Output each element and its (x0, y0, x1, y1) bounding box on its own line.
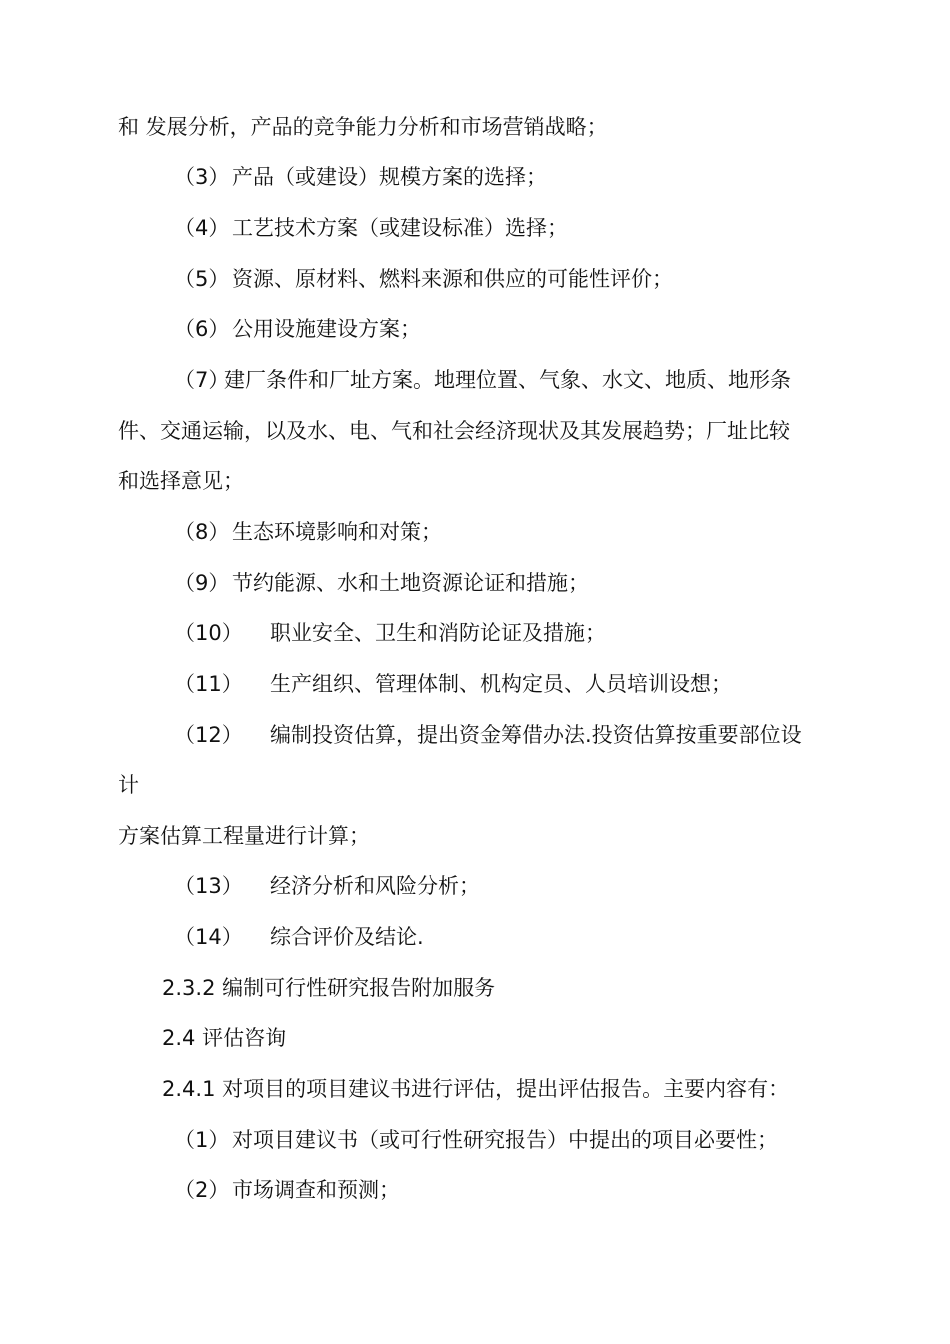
line-text: 和选择意见； (118, 469, 244, 493)
item-number: （2） (174, 1178, 230, 1202)
item-number: （8） (174, 520, 230, 544)
section-heading (162, 1074, 789, 1104)
item-number: （12） (174, 723, 243, 747)
list-item (174, 213, 568, 243)
item-text: 资源、原材料、燃料来源和供应的可能性评价； (232, 267, 673, 291)
item-text: 经济分析和风险分析； (270, 874, 480, 898)
item-number: （13） (174, 874, 243, 898)
item-number: （11） (174, 672, 243, 696)
list-item (174, 618, 606, 648)
item-text: 市场调查和预测； (232, 1178, 400, 1202)
item-number: （6） (174, 317, 230, 341)
item-number: （10） (174, 621, 243, 645)
list-item (174, 264, 673, 294)
text-line (118, 466, 244, 496)
item-text: 产品（或建设）规模方案的选择； (232, 165, 547, 189)
text-line (118, 770, 139, 800)
item-text: 生产组织、管理体制、机构定员、人员培训设想； (270, 672, 732, 696)
item-text: 工艺技术方案（或建设标准）选择； (232, 216, 568, 240)
item-number: （1） (174, 1128, 230, 1152)
item-number: （9） (174, 571, 230, 595)
line-text: 计 (118, 773, 139, 797)
item-number: （14） (174, 925, 243, 949)
item-text: 编制投资估算，提出资金筹借办法.投资估算按重要部位设 (270, 723, 802, 747)
heading-text: 2.4 评估咨询 (162, 1026, 287, 1050)
item-number: （7） (174, 368, 230, 392)
line-text: 件、交通运输，以及水、电、气和社会经济现状及其发展趋势；厂址比较 (118, 419, 790, 443)
item-text: 公用设施建设方案； (232, 317, 421, 341)
heading-text: 2.3.2 编制可行性研究报告附加服务 (162, 976, 496, 1000)
text-line (118, 821, 370, 851)
line-text: 和 发展分析，产品的竞争能力分析和市场营销战略； (118, 115, 608, 139)
section-heading (162, 1023, 286, 1053)
list-item (174, 1125, 778, 1155)
list-item (174, 568, 589, 598)
item-text: 综合评价及结论. (270, 925, 424, 949)
heading-text: 2.4.1 对项目的项目建议书进行评估，提出评估报告。主要内容有： (162, 1077, 790, 1101)
list-item (174, 922, 424, 952)
text-line (118, 416, 790, 446)
item-number: （5） (174, 267, 230, 291)
list-item (174, 871, 480, 901)
list-item (174, 517, 442, 547)
line-text: 方案估算工程量进行计算； (118, 824, 370, 848)
list-item (174, 669, 732, 699)
list-item (174, 1175, 400, 1205)
item-text: 职业安全、卫生和消防论证及措施； (270, 621, 606, 645)
item-text: 建厂条件和厂址方案。地理位置、气象、水文、地质、地形条 (224, 368, 791, 392)
item-text: 节约能源、水和土地资源论证和措施； (232, 571, 589, 595)
text-line (118, 112, 608, 142)
item-text: 对项目建议书（或可行性研究报告）中提出的项目必要性； (232, 1128, 778, 1152)
list-item (174, 720, 802, 750)
list-item (174, 314, 421, 344)
item-text: 生态环境影响和对策； (232, 520, 442, 544)
list-item (174, 365, 791, 395)
item-number: （3） (174, 165, 230, 189)
list-item (174, 162, 547, 192)
item-number: （4） (174, 216, 230, 240)
section-heading (162, 973, 495, 1003)
